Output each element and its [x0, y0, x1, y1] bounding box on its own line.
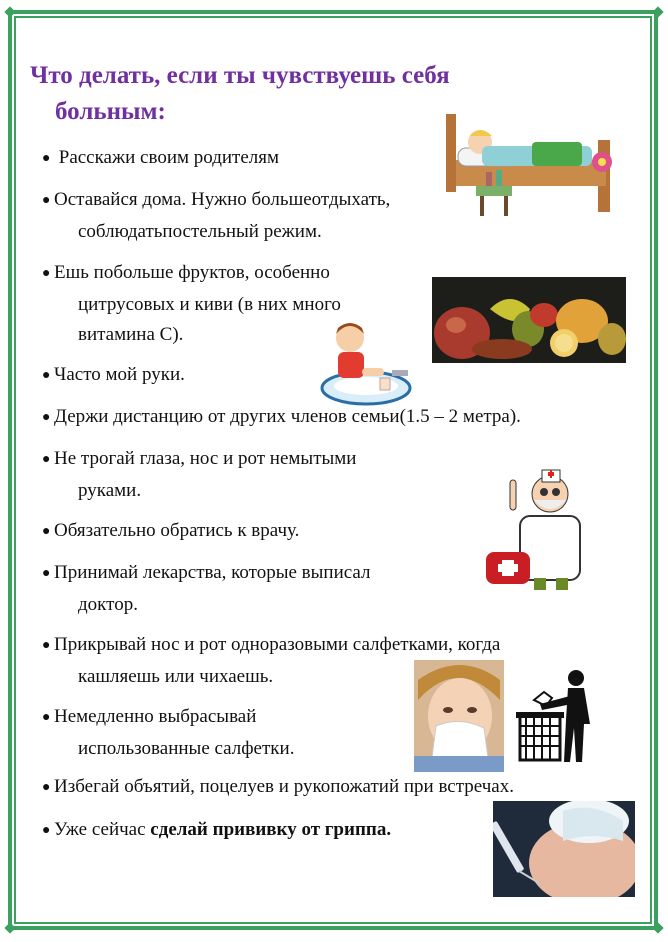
item-text-cont: витамина С). [78, 324, 184, 345]
bullet-icon: ● [42, 193, 51, 208]
item-text: Обязательно обратись к врачу. [54, 520, 300, 541]
item-text: Ешь побольше фруктов, особенно [54, 262, 330, 283]
list-item [42, 143, 279, 175]
list-item [42, 815, 391, 847]
bullet-icon: ● [42, 266, 51, 281]
list-item [42, 360, 185, 392]
item-text: Уже сейчас [54, 819, 151, 840]
boy-washing-hands-icon [318, 318, 418, 408]
list-item [42, 258, 341, 350]
list-item [42, 772, 514, 804]
bullet-icon: ● [42, 151, 51, 166]
item-text: Немедленно выбрасывай [54, 706, 257, 727]
fruits-photo-icon [432, 277, 626, 363]
item-text-cont: использованные салфетки. [78, 738, 295, 759]
boy-with-tissue-icon [414, 660, 504, 772]
bullet-icon: ● [42, 823, 51, 838]
item-text: Расскажи своим родителям [54, 147, 280, 168]
bullet-icon: ● [42, 638, 51, 653]
item-text-cont: руками. [78, 480, 142, 501]
list-item [42, 444, 356, 506]
item-text-cont: соблюдатьпостельный режим. [78, 221, 322, 242]
item-text-cont: цитрусовых и киви (в них много [78, 294, 341, 315]
list-item [42, 516, 299, 548]
bullet-icon: ● [42, 410, 51, 425]
vaccination-icon [493, 801, 635, 897]
sick-child-in-bed-icon [442, 100, 626, 220]
item-text-bold: сделай прививку от гриппа. [150, 819, 392, 840]
item-text: Принимай лекарства, которые выписал [54, 562, 371, 583]
list-item [42, 185, 390, 247]
bullet-icon: ● [42, 780, 51, 795]
bullet-icon: ● [42, 368, 51, 383]
title-line-1: Что делать, если ты чувствуешь себя [30, 62, 450, 89]
item-text: Избегай объятий, поцелуев и рукопожатий при встречах. [54, 776, 514, 797]
list-item [42, 702, 294, 764]
title-line-2: больным: [55, 98, 166, 125]
item-text: Часто мой руки. [54, 364, 185, 385]
bullet-icon: ● [42, 710, 51, 725]
bullet-icon: ● [42, 452, 51, 467]
item-text: Прикрывай нос и рот одноразовыми салфетками, когда [54, 634, 501, 655]
bullet-icon: ● [42, 524, 51, 539]
item-text: Не трогай глаза, нос и рот немытыми [54, 448, 357, 469]
item-text: Оставайся дома. Нужно большеотдыхать, [54, 189, 391, 210]
list-item [42, 558, 371, 620]
item-text-cont: доктор. [78, 594, 138, 615]
list-item [42, 402, 521, 434]
doctor-icon [484, 460, 606, 596]
item-text-cont: кашляешь или чихаешь. [78, 666, 274, 687]
bullet-icon: ● [42, 566, 51, 581]
item-text: Держи дистанцию от других членов семьи(1.5 – 2 метра). [54, 406, 521, 427]
trash-bin-icon [512, 668, 596, 766]
